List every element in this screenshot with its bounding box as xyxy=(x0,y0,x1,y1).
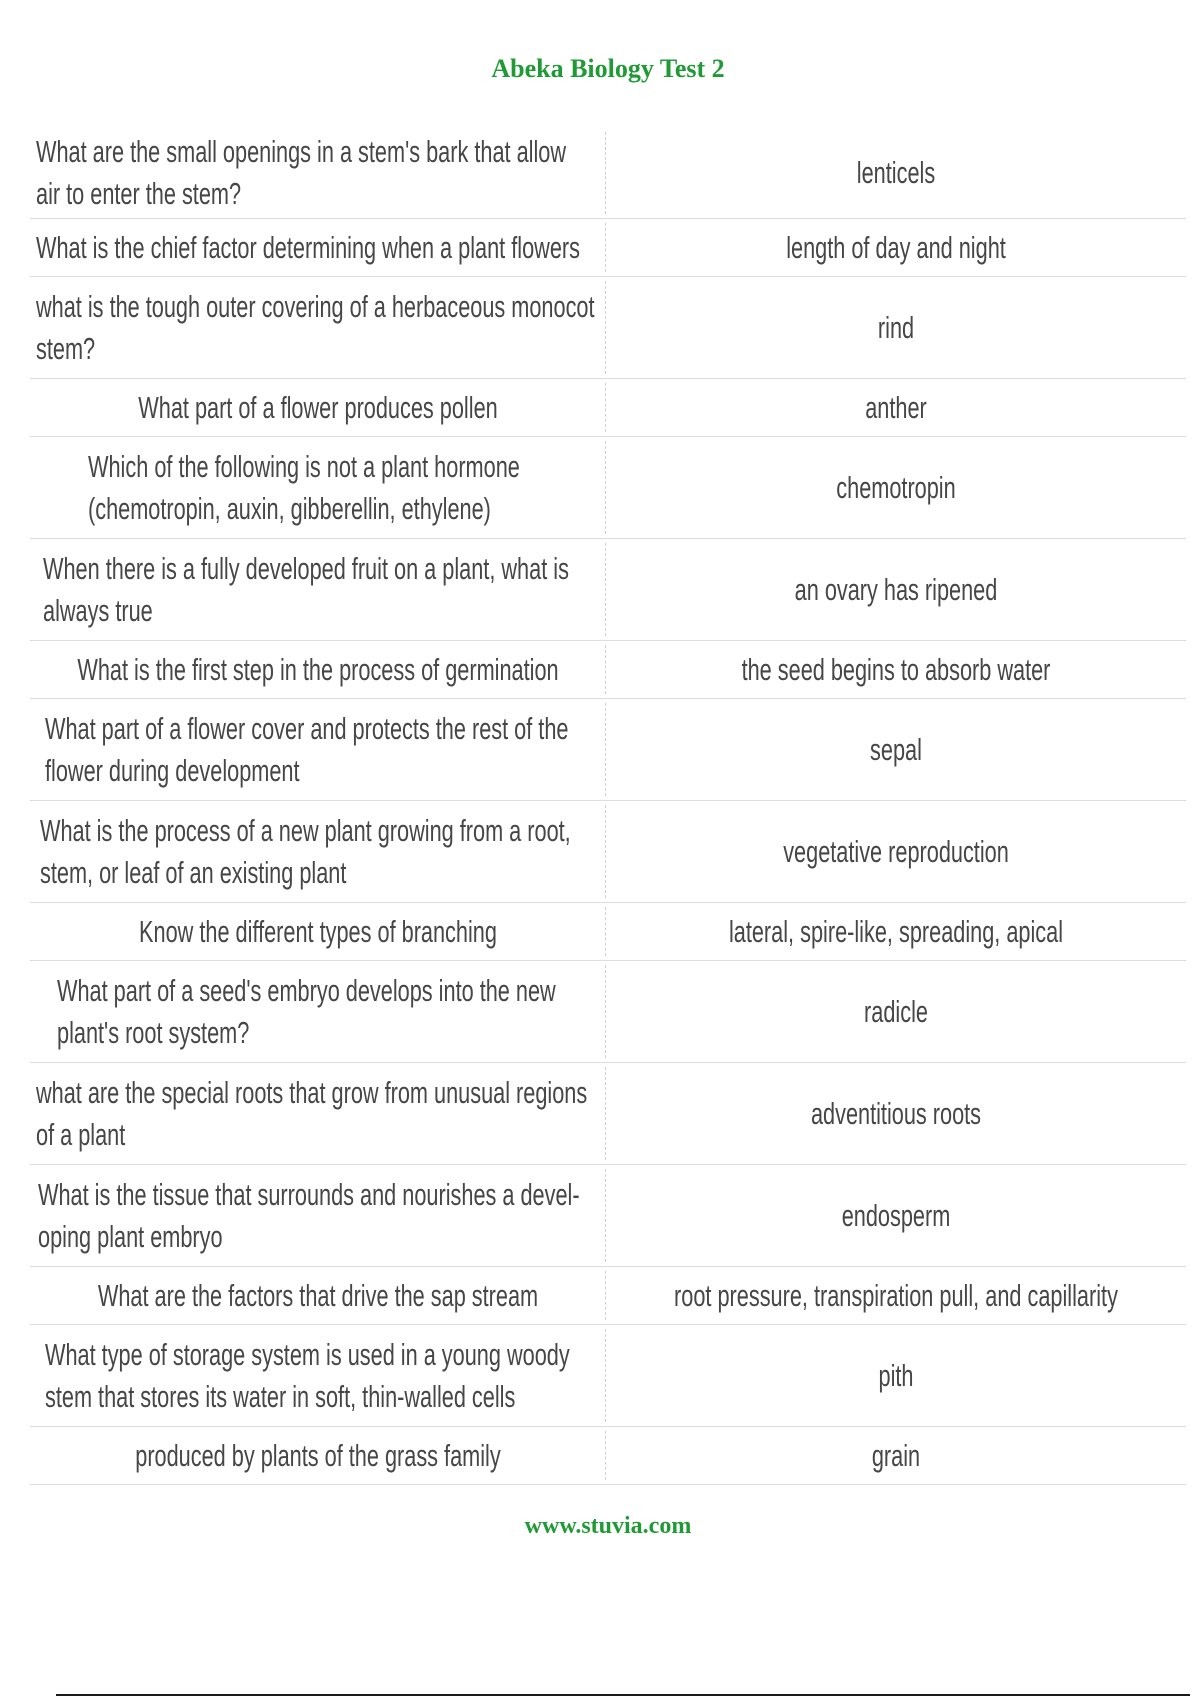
answer-text: vegetative reproduction xyxy=(783,833,1009,869)
question-text: Which of the following is not a plant hormone (chemotropin, auxin, gibberellin, ethylene) xyxy=(88,448,520,526)
question-cell xyxy=(30,437,606,538)
table-row xyxy=(30,1063,1186,1165)
table-row xyxy=(30,277,1186,379)
answer-text: adventitious roots xyxy=(810,1095,982,1131)
answer-text: pith xyxy=(878,1357,914,1393)
table-row xyxy=(30,437,1186,539)
question-cell xyxy=(30,1427,606,1484)
answer-text: radicle xyxy=(864,993,928,1029)
answer-cell xyxy=(606,961,1186,1062)
table-row xyxy=(30,1427,1186,1485)
answer-cell xyxy=(606,1165,1186,1266)
answer-text: endosperm xyxy=(841,1197,951,1233)
question-cell xyxy=(30,379,606,436)
question-cell xyxy=(30,699,606,800)
answer-text: sepal xyxy=(870,731,922,767)
answer-cell xyxy=(606,1267,1186,1324)
question-cell xyxy=(30,641,606,698)
table-row xyxy=(30,903,1186,961)
answer-text: rind xyxy=(877,309,915,345)
answer-cell xyxy=(606,219,1186,276)
question-text: What is the process of a new plant growing from a root, stem, or leaf of an existing plant xyxy=(40,812,571,890)
question-text: Know the different types of branching xyxy=(139,913,497,949)
question-text: What are the small openings in a stem's bark that allow air to enter the stem? xyxy=(36,134,567,211)
answer-text: grain xyxy=(871,1437,921,1473)
question-cell xyxy=(30,128,606,218)
answer-cell xyxy=(606,801,1186,902)
answer-cell xyxy=(606,128,1186,218)
question-text: what are the special roots that grow from unusual regions of a plant xyxy=(36,1074,588,1152)
question-cell xyxy=(30,1267,606,1324)
answer-text: chemotropin xyxy=(836,469,956,505)
table-row xyxy=(30,379,1186,437)
table-row xyxy=(30,128,1186,219)
answer-cell xyxy=(606,379,1186,436)
question-text: What part of a seed's embryo develops into the new plant's root system? xyxy=(57,972,556,1050)
answer-cell xyxy=(606,699,1186,800)
answer-text: an ovary has ripened xyxy=(794,571,998,607)
answer-cell xyxy=(606,641,1186,698)
table-row xyxy=(30,1165,1186,1267)
answer-cell xyxy=(606,1427,1186,1484)
answer-cell xyxy=(606,277,1186,378)
table-row xyxy=(30,1325,1186,1427)
question-cell xyxy=(30,1063,606,1164)
answer-cell xyxy=(606,903,1186,960)
question-cell xyxy=(30,903,606,960)
answer-text: root pressure, transpiration pull, and capillarity xyxy=(674,1277,1118,1313)
table-row xyxy=(30,961,1186,1063)
question-cell xyxy=(30,801,606,902)
question-text: What part of a flower produces pollen xyxy=(138,389,498,425)
answer-cell xyxy=(606,1325,1186,1426)
table-row xyxy=(30,219,1186,277)
table-row xyxy=(30,699,1186,801)
question-text: What is the chief factor determining when a plant flowers xyxy=(36,229,580,265)
question-text: When there is a fully developed fruit on a plant, what is always true xyxy=(43,550,569,628)
question-cell xyxy=(30,539,606,640)
answer-text: the seed begins to absorb water xyxy=(741,651,1051,687)
question-cell xyxy=(30,1325,606,1426)
table-row xyxy=(30,539,1186,641)
answer-text: length of day and night xyxy=(786,229,1006,265)
document-title: Abeka Biology Test 2 xyxy=(491,54,725,83)
answer-cell xyxy=(606,539,1186,640)
source-footer-link: www.stuvia.com xyxy=(524,1513,692,1539)
question-text: What type of storage system is used in a young woody stem that stores its water in soft, thin-walled cells xyxy=(45,1336,570,1414)
table-row xyxy=(30,1267,1186,1325)
answer-cell xyxy=(606,1063,1186,1164)
question-text: what is the tough outer covering of a herbaceous monocot stem? xyxy=(36,288,595,366)
answer-text: anther xyxy=(865,389,927,425)
flashcard-table xyxy=(30,128,1186,1485)
table-row xyxy=(30,641,1186,699)
question-cell xyxy=(30,219,606,276)
answer-text: lateral, spire-like, spreading, apical xyxy=(728,913,1064,949)
answer-text: lenticels xyxy=(856,155,936,190)
question-text: What are the factors that drive the sap stream xyxy=(97,1277,539,1313)
page-bottom-rule xyxy=(56,1694,1190,1696)
question-cell xyxy=(30,961,606,1062)
question-cell xyxy=(30,277,606,378)
question-text: What is the tissue that surrounds and nourishes a devel-oping plant embryo xyxy=(38,1176,580,1254)
question-cell xyxy=(30,1165,606,1266)
table-row xyxy=(30,801,1186,903)
question-text: produced by plants of the grass family xyxy=(135,1437,501,1473)
question-text: What is the first step in the process of germination xyxy=(77,651,559,687)
answer-cell xyxy=(606,437,1186,538)
question-text: What part of a flower cover and protects the rest of the flower during development xyxy=(45,710,569,788)
